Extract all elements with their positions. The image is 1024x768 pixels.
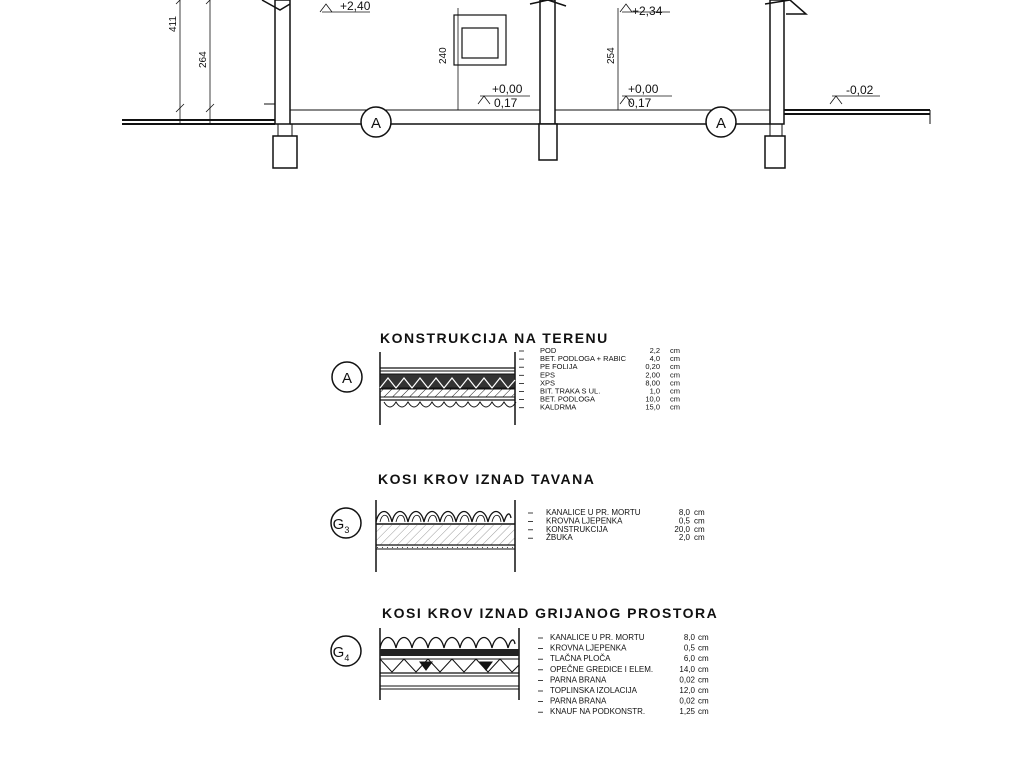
detail-g4 — [331, 605, 718, 700]
layer-value: 8,0 — [678, 508, 690, 517]
layer-name: BET. PODLOGA + RABIC — [540, 354, 627, 364]
layer-name: KROVNA LJEPENKA — [546, 516, 623, 526]
layer-name: KROVNA LJEPENKA — [550, 643, 627, 653]
layer-value: 0,5 — [678, 516, 690, 526]
layer-value: 0,5 — [683, 643, 695, 653]
section-marker-right: A — [715, 115, 727, 132]
detail-g3-tag-sub: 3 — [344, 525, 350, 535]
layer-value: 1,0 — [649, 386, 660, 396]
layer-name: POD — [540, 346, 557, 355]
dimension-254: 254 — [606, 47, 617, 64]
layer-unit: cm — [694, 508, 705, 517]
detail-a-layers-drawing — [380, 352, 516, 425]
layer-name: XPS — [540, 378, 556, 388]
section-marker-left: A — [370, 115, 382, 132]
layer-value: 2,2 — [649, 346, 660, 355]
layer-unit: cm — [670, 354, 680, 364]
layer-name: TLAČNA PLOČA — [550, 654, 611, 664]
detail-a-tag: A — [341, 370, 353, 387]
detail-g3-tag-letter: G — [332, 516, 345, 533]
detail-g4-layers-drawing — [380, 628, 519, 700]
detail-g4-tag-letter: G — [332, 644, 345, 661]
dimension-240: 240 — [438, 47, 449, 64]
layer-name: BET. PODLOGA — [540, 394, 596, 404]
layer-value: 8,00 — [645, 378, 660, 388]
layer-unit: cm — [698, 707, 709, 717]
layer-value: 10,0 — [645, 394, 660, 404]
layer-value: 2,00 — [645, 370, 660, 380]
layer-unit: cm — [694, 516, 705, 526]
layer-name: KONSTRUKCIJA — [546, 524, 608, 534]
layer-value: 0,02 — [679, 696, 695, 706]
level-floor-right: +0,00 — [628, 82, 659, 96]
layer-name: OPEČNE GREDICE I ELEM. — [550, 664, 654, 674]
layer-unit: cm — [670, 386, 680, 396]
layer-unit: cm — [694, 533, 705, 543]
detail-g3-title: KOSI KROV IZNAD TAVANA — [378, 471, 596, 487]
layer-lists — [519, 346, 709, 716]
detail-g4-tag — [333, 644, 350, 663]
level-outside: -0,02 — [846, 83, 874, 97]
layer-value: 6,0 — [683, 654, 695, 664]
layer-value: 14,0 — [679, 664, 695, 674]
layer-value: 2,0 — [678, 533, 690, 543]
layer-name: KANALICE U PR. MORTU — [546, 508, 641, 517]
level-top-left: +2,40 — [340, 0, 371, 13]
dimension-411: 411 — [168, 16, 179, 32]
layer-name: BIT. TRAKA S UL. — [540, 386, 601, 396]
layer-unit: cm — [698, 643, 709, 653]
layer-unit: cm — [670, 362, 680, 372]
level-top-right: +2,34 — [632, 4, 663, 18]
layer-name: KALDRMA — [540, 402, 577, 412]
detail-g3-layers-drawing — [376, 500, 515, 572]
layer-name: TOPLINSKA IZOLACIJA — [550, 686, 637, 695]
detail-g3-tag — [333, 516, 350, 535]
layer-value: 12,0 — [679, 686, 695, 695]
layer-value: 0,20 — [645, 362, 660, 372]
detail-g4-title: KOSI KROV IZNAD GRIJANOG PROSTORA — [382, 605, 719, 621]
layer-name: KANALICE U PR. MORTU — [550, 633, 645, 642]
layer-unit: cm — [670, 346, 680, 355]
detail-a-title: KONSTRUKCIJA NA TERENU — [380, 330, 609, 346]
layer-value: 1,25 — [679, 707, 695, 717]
level-floor-left: +0,00 — [492, 82, 523, 96]
layer-value: 15,0 — [645, 402, 660, 412]
layer-unit: cm — [698, 675, 709, 685]
layer-unit: cm — [698, 633, 709, 642]
layer-unit: cm — [670, 378, 680, 388]
layer-value: 8,0 — [683, 633, 695, 642]
layer-name: PARNA BRANA — [550, 696, 607, 706]
layer-unit: cm — [698, 664, 709, 674]
layer-unit: cm — [694, 524, 705, 534]
layer-unit: cm — [698, 686, 709, 695]
layer-unit: cm — [670, 402, 680, 412]
dimension-264: 264 — [198, 51, 209, 68]
detail-g4-tag-sub: 4 — [344, 653, 350, 663]
layer-value: 0,02 — [679, 675, 695, 685]
layer-name: EPS — [540, 370, 556, 380]
layer-unit: cm — [670, 394, 680, 404]
layer-unit: cm — [698, 696, 709, 706]
layer-unit: cm — [698, 654, 709, 664]
level-floor-right-thickness: 0,17 — [628, 96, 652, 110]
layer-value: 20,0 — [674, 524, 690, 534]
layer-unit: cm — [670, 370, 680, 380]
building-section — [122, 0, 930, 168]
layer-name: ŽBUKA — [546, 533, 573, 543]
layer-name: PARNA BRANA — [550, 675, 607, 685]
layer-name: PE FOLIJA — [540, 362, 578, 372]
level-floor-left-thickness: 0,17 — [494, 96, 518, 110]
layer-name: KNAUF NA PODKONSTR. — [550, 707, 646, 717]
layer-value: 4,0 — [649, 354, 660, 364]
